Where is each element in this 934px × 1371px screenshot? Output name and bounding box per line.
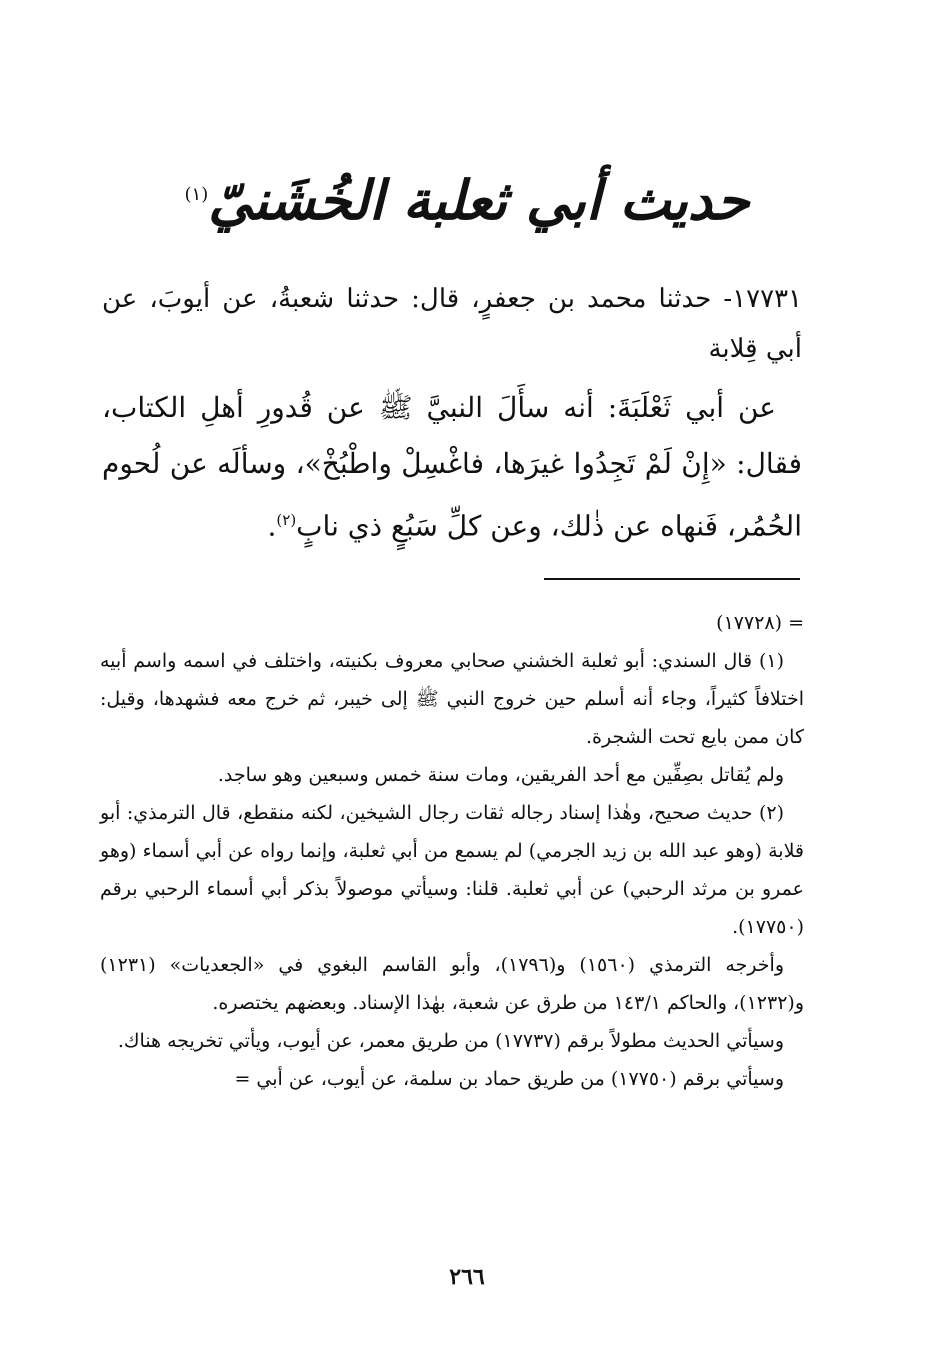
hadith-isnad: ١٧٧٣١- حدثنا محمد بن جعفرٍ، قال: حدثنا شعبةُ، عن أيوبَ، عن أبي قِلابة: [102, 284, 802, 364]
footnote-1-paragraph-2: ولم يُقاتل بصِفِّين مع أحد الفريقين، ومات سنة خمس وسبعين وهو ساجد.: [217, 764, 784, 786]
footnote-2-paragraph-4: وسيأتي برقم (١٧٧٥٠) من طريق حماد بن سلمة، عن أيوب، عن أبي =: [234, 1068, 784, 1090]
footnotes: [100, 604, 804, 1098]
hadith-matn-text: عن أبي ثَعْلَبَةَ: أنه سأَلَ النبيَّ ﷺ عن قُدورِ أهلِ الكتاب، فقال: «إِنْ لَمْ تَجِدُوا غيرَها، فاغْسِلْ واطْبُخْ»، وسألَه عن لُحوم الحُمُر، فَنهاه عن ذٰلك، وعن كلِّ سَبُعٍ ذي نابٍ: [102, 391, 802, 543]
hadith-matn: [102, 380, 802, 554]
chapter-title: حديث أبي ثعلبة الخُشَنيّ: [208, 168, 750, 232]
footnote-continuation: = (١٧٧٢٨): [716, 612, 804, 634]
title-footnote-marker: (١): [184, 184, 209, 205]
footnote-2-paragraph-1: (٢) حديث صحيح، وهٰذا إسناد رجاله ثقات رجال الشيخين، لكنه منقطع، قال الترمذي: أبو قلابة (وهو عبد الله بن زيد الجرمي) لم يسمع من أبي ثعلبة، وإنما رواه عن أبي أسماء (وهو عمرو بن مرثد الرحبي) عن أبي ثعلبة. قلنا: وسيأتي موصولاً بذكر أبي أسماء الرحبي برقم (١٧٧٥٠).: [100, 802, 804, 938]
footnote-2-paragraph-2: وأخرجه الترمذي (١٥٦٠) و(١٧٩٦)، وأبو القاسم البغوي في «الجعديات» (١٢٣١) و(١٢٣٢)، والحاكم ١٤٣/١ من طرق عن شعبة، بهٰذا الإسناد. وبعضهم يختصره.: [100, 954, 804, 1014]
footnote-1-paragraph-1: (١) قال السندي: أبو ثعلبة الخشني صحابي معروف بكنيته، واختلف في اسمه واسم أبيه اختلافاً كثيراً، وجاء أنه أسلم حين خروج النبي ﷺ إلى خيبر، ثم خرج معه فشهدها، وقيل: كان ممن بايع تحت الشجرة.: [100, 650, 804, 748]
footnote-separator: [544, 578, 800, 580]
page-number: ٢٦٦: [449, 1264, 485, 1290]
matn-footnote-marker: (٢): [276, 511, 297, 529]
chapter-heading: [0, 168, 934, 233]
matn-end-mark: .: [267, 509, 277, 543]
footnote-2-paragraph-3: وسيأتي الحديث مطولاً برقم (١٧٧٣٧) من طريق معمر، عن أيوب، ويأتي تخريجه هناك.: [117, 1030, 784, 1052]
main-text: [102, 274, 802, 554]
